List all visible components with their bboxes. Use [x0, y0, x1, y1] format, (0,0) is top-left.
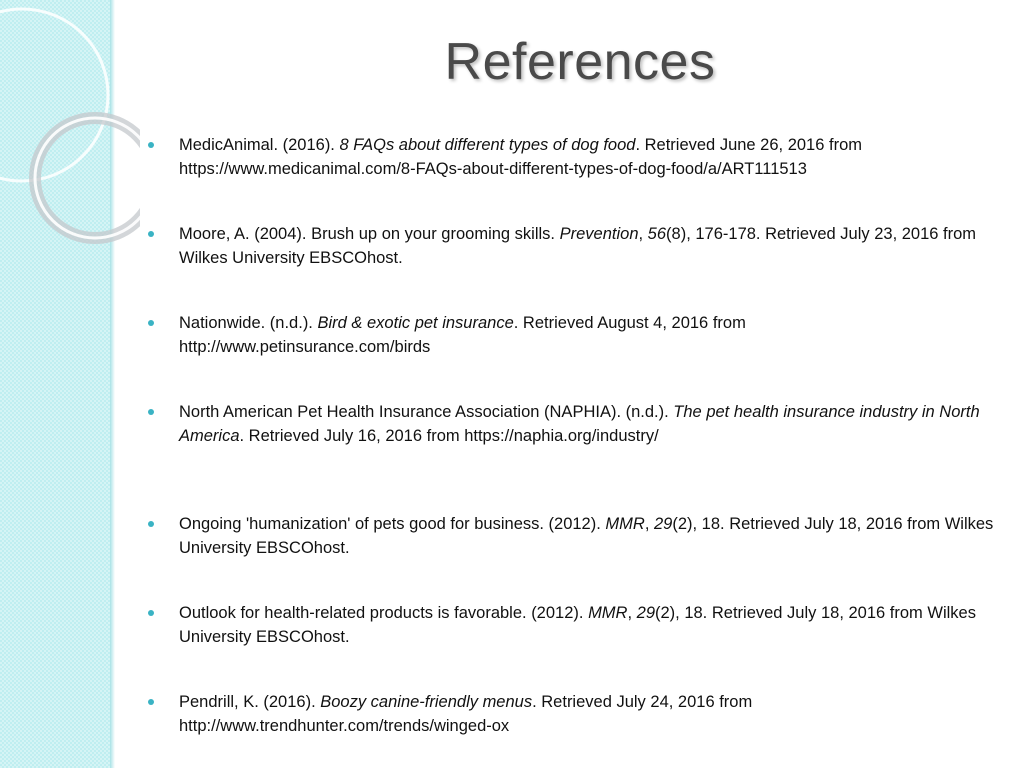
reference-plain-text: Moore, A. (2004). Brush up on your grooming skills.	[179, 225, 560, 243]
reference-text	[179, 133, 994, 181]
reference-plain-text: Pendrill, K. (2016).	[179, 693, 321, 711]
reference-italic-text: MMR	[588, 604, 628, 622]
decorative-circles	[0, 0, 140, 260]
bullet-icon	[148, 320, 154, 326]
reference-plain-text: ,	[644, 515, 654, 533]
reference-plain-text: . Retrieved June 26, 2016 from https://www.medicanimal.com/8-FAQs-about-different-types-of-dog-food/a/ART111513	[179, 136, 862, 178]
reference-plain-text: MedicAnimal. (2016).	[179, 136, 340, 154]
reference-plain-text: (2), 18. Retrieved July 18, 2016 from Wilkes University EBSCOhost.	[179, 604, 976, 646]
reference-italic-text: Bird & exotic pet insurance	[317, 314, 514, 332]
reference-text	[179, 512, 994, 560]
slide-title: References	[444, 33, 716, 91]
reference-text	[179, 400, 994, 448]
bullet-icon	[148, 231, 154, 237]
reference-text	[179, 690, 994, 738]
bullet-icon	[148, 610, 154, 616]
bullet-icon	[148, 142, 154, 148]
bullet-icon	[148, 699, 154, 705]
bullet-icon	[148, 521, 154, 527]
reference-plain-text: . Retrieved August 4, 2016 from http://www.petinsurance.com/birds	[179, 314, 746, 356]
reference-plain-text: . Retrieved July 16, 2016 from https://naphia.org/industry/	[239, 427, 659, 445]
reference-plain-text: ,	[627, 604, 637, 622]
reference-plain-text: (8), 176-178. Retrieved July 23, 2016 from Wilkes University EBSCOhost.	[179, 225, 977, 267]
reference-plain-text: (2), 18. Retrieved July 18, 2016 from Wilkes University EBSCOhost.	[179, 515, 994, 557]
reference-italic-text: 29	[636, 604, 655, 622]
reference-italic-text: Boozy canine-friendly menus	[320, 693, 533, 711]
bullet-icon	[148, 409, 154, 415]
reference-text	[179, 222, 994, 270]
reference-italic-text: Prevention	[559, 225, 639, 243]
reference-plain-text: North American Pet Health Insurance Association (NAPHIA). (n.d.).	[179, 403, 674, 421]
reference-text	[179, 601, 994, 649]
reference-plain-text: . Retrieved July 24, 2016 from http://www.trendhunter.com/trends/winged-ox	[179, 693, 753, 735]
reference-italic-text: 56	[647, 225, 667, 243]
reference-plain-text: Ongoing 'humanization' of pets good for business. (2012).	[179, 515, 606, 533]
reference-italic-text: 8 FAQs about different types of dog food	[339, 136, 636, 154]
reference-plain-text: ,	[638, 225, 648, 243]
reference-text	[179, 311, 994, 359]
reference-italic-text: 29	[653, 515, 673, 533]
reference-italic-text: The pet health insurance industry in North America	[179, 403, 980, 445]
reference-plain-text: Nationwide. (n.d.).	[179, 314, 318, 332]
reference-italic-text: MMR	[605, 515, 645, 533]
reference-plain-text: Outlook for health-related products is favorable. (2012).	[179, 604, 589, 622]
